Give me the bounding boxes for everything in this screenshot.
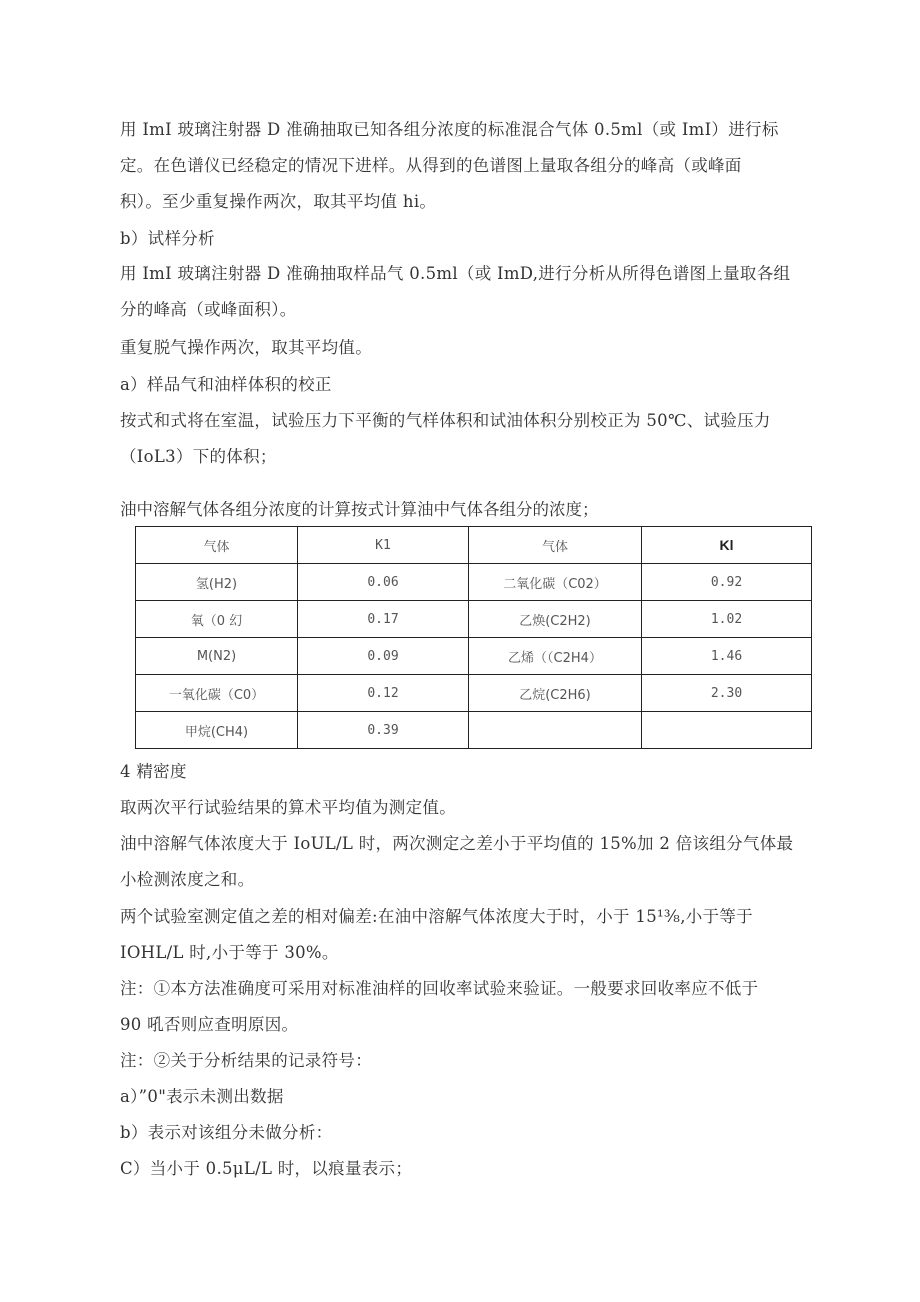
gas-name: 氧（0 幻 <box>136 601 298 638</box>
gas-name: 一氧化碳（C0） <box>136 675 298 712</box>
note-symbols: 注：②关于分析结果的记录符号： <box>120 1051 372 1070</box>
paragraph-sample-line-2: 分的峰高（或峰面积）。 <box>120 300 297 319</box>
gas-coefficient-table <box>135 526 812 749</box>
paragraph-calibration-line-2: 定。在色谱仪已经稳定的情况下进样。从得到的色谱图上量取各组分的峰高（或峰面 <box>120 156 742 175</box>
k-value: 0.92 <box>642 564 812 601</box>
symbol-item-a: a）”0"表示未测出数据 <box>120 1087 284 1106</box>
symbol-item-b: b）表示对该组分未做分析： <box>120 1123 333 1142</box>
gas-name: 乙焕(C2H2) <box>469 601 642 638</box>
k-value: 0.17 <box>298 601 469 638</box>
k-value: 1.46 <box>642 638 812 675</box>
table-caption: 油中溶解气体各组分浓度的计算按式计算油中气体各组分的浓度； <box>120 500 599 519</box>
header-gas-2: 气体 <box>469 527 642 564</box>
paragraph-repeatability-line-1: 油中溶解气体浓度大于 IoUL/L 时，两次测定之差小于平均值的 15%加 2 倍该组分气体最 <box>120 834 794 853</box>
paragraph-average: 取两次平行试验结果的算术平均值为测定值。 <box>120 798 456 817</box>
paragraph-correction-line-1: 按式和式将在室温，试验压力下平衡的气样体积和试油体积分别校正为 50℃、试验压力 <box>120 411 771 430</box>
paragraph-calibration-line-3: 积）。至少重复操作两次，取其平均值 hi。 <box>120 192 437 211</box>
k-value: 1.02 <box>642 601 812 638</box>
header-gas: 气体 <box>136 527 298 564</box>
table-row <box>136 638 812 675</box>
symbol-item-c: C）当小于 0.5μL/L 时，以痕量表示； <box>120 1159 413 1178</box>
header-k1: K1 <box>298 527 469 564</box>
table-row <box>136 675 812 712</box>
table-header-row <box>136 527 812 564</box>
k-value: 0.39 <box>298 712 469 749</box>
paragraph-repeat: 重复脱气操作两次，取其平均值。 <box>120 338 372 357</box>
paragraph-sample-line-1: 用 ImI 玻璃注射器 D 准确抽取样品气 0.5ml（或 ImD,进行分析从所得色谱图上量取各组 <box>120 264 791 283</box>
paragraph-correction-line-2: （IoL3）下的体积； <box>120 447 277 466</box>
k-value: 2.30 <box>642 675 812 712</box>
paragraph-reproducibility-line-2: IOHL/L 时,小于等于 30%。 <box>120 943 339 962</box>
k-value: 0.06 <box>298 564 469 601</box>
heading-precision: 4 精密度 <box>120 762 187 781</box>
gas-name: 乙烯（（C2H4） <box>469 638 642 675</box>
k-value-empty <box>642 712 812 749</box>
gas-name: 氢(H2) <box>136 564 298 601</box>
header-k1-2: Kl <box>642 527 812 564</box>
paragraph-reproducibility-line-1: 两个试验室测定值之差的相对偏差:在油中溶解气体浓度大于时，小于 15¹⅜,小于等于 <box>120 907 753 926</box>
paragraph-calibration-line-1: 用 ImI 玻璃注射器 D 准确抽取已知各组分浓度的标准混合气体 0.5ml（或 ImI）进行标 <box>120 120 779 139</box>
heading-sample-analysis: b）试样分析 <box>120 229 215 248</box>
gas-name: 二氧化碳（C02） <box>469 564 642 601</box>
table-row <box>136 564 812 601</box>
gas-name: M(N2) <box>136 638 298 675</box>
note-accuracy-line-2: 90 吼否则应查明原因。 <box>120 1015 299 1034</box>
heading-volume-correction: a）样品气和油样体积的校正 <box>120 375 332 394</box>
gas-name: 甲烷(CH4) <box>136 712 298 749</box>
paragraph-repeatability-line-2: 小检测浓度之和。 <box>120 870 255 889</box>
gas-name: 乙烷(C2H6) <box>469 675 642 712</box>
table-row <box>136 601 812 638</box>
k-value: 0.09 <box>298 638 469 675</box>
table-row <box>136 712 812 749</box>
k-value: 0.12 <box>298 675 469 712</box>
gas-name-empty <box>469 712 642 749</box>
note-accuracy-line-1: 注：①本方法准确度可采用对标准油样的回收率试验来验证。一般要求回收率应不低于 <box>120 979 759 998</box>
